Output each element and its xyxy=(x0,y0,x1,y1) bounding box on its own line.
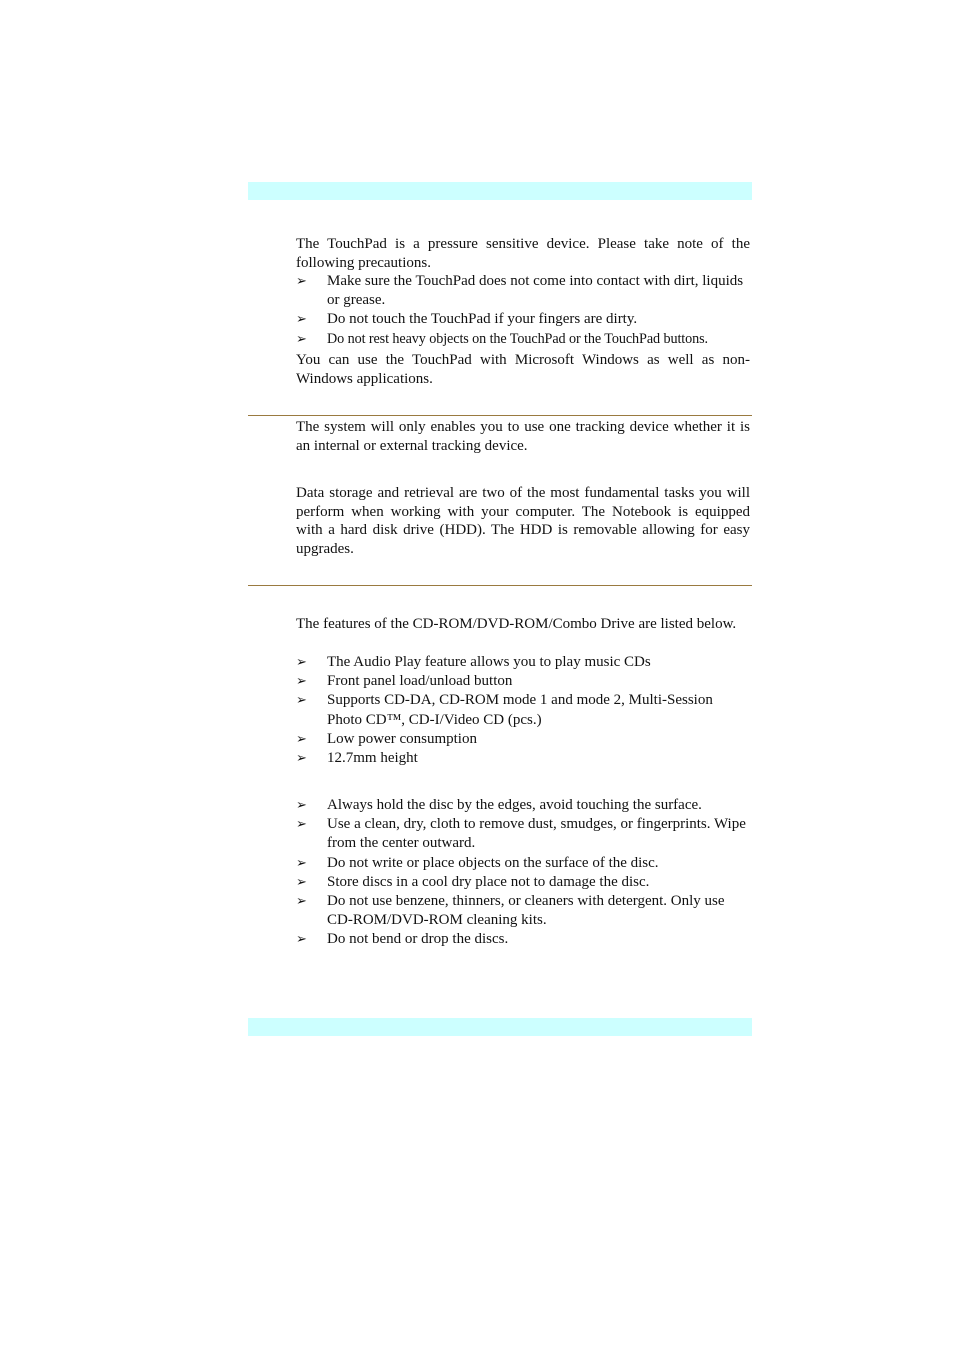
arrow-bullet-icon: ➢ xyxy=(296,894,307,910)
touchpad-intro: The TouchPad is a pressure sensitive device. Please take note of the following precautions. xyxy=(296,236,750,271)
arrow-bullet-icon: ➢ xyxy=(296,674,307,690)
touchpad-usage: You can use the TouchPad with Microsoft Windows as well as non-Windows applications. xyxy=(296,352,750,387)
arrow-bullet-icon: ➢ xyxy=(296,798,307,813)
list-item: ➢ Front panel load/unload button xyxy=(296,672,750,691)
storage-paragraph: Data storage and retrieval are two of the most fundamental tasks you will perform when working with your computer. The Notebook is equipped with a hard disk drive (HDD). The HDD is removable allowing for easy upgrades. xyxy=(296,485,750,557)
tracking-device-note: The system will only enables you to use one tracking device whether it is an internal or external tracking device. xyxy=(296,419,750,454)
header-band xyxy=(248,182,752,200)
list-item: ➢ Supports CD-DA, CD-ROM mode 1 and mode 2, Multi-Session Photo CD™, CD-I/Video CD (pcs.) xyxy=(296,692,713,728)
arrow-bullet-icon: ➢ xyxy=(296,817,307,833)
arrow-bullet-icon: ➢ xyxy=(296,655,307,670)
list-item: ➢ The Audio Play feature allows you to play music CDs xyxy=(296,653,750,672)
section-divider xyxy=(248,585,752,586)
list-item: ➢ 12.7mm height xyxy=(296,749,750,768)
arrow-bullet-icon: ➢ xyxy=(296,855,307,871)
footer-band xyxy=(248,1018,752,1036)
list-item: ➢ Do not touch the TouchPad if your fingers are dirty. xyxy=(296,310,750,329)
list-item: ➢ Do not rest heavy objects on the TouchPad or the TouchPad buttons. xyxy=(296,330,750,349)
arrow-bullet-icon: ➢ xyxy=(296,274,307,289)
disc-care-list xyxy=(296,796,750,950)
list-item: ➢ Use a clean, dry, cloth to remove dust, smudges, or fingerprints. Wipe from the center outward. xyxy=(296,816,746,852)
list-item: ➢ Low power consumption xyxy=(296,730,750,749)
arrow-bullet-icon: ➢ xyxy=(296,693,307,709)
arrow-bullet-icon: ➢ xyxy=(296,874,307,890)
arrow-bullet-icon: ➢ xyxy=(296,331,307,347)
list-item: ➢ Do not use benzene, thinners, or cleaners with detergent. Only use CD-ROM/DVD-ROM cleaning kits. xyxy=(296,893,725,929)
cdrom-features-list xyxy=(296,653,750,768)
list-item: ➢ Make sure the TouchPad does not come into contact with dirt, liquids or grease. xyxy=(296,273,744,309)
list-item: ➢ Store discs in a cool dry place not to damage the disc. xyxy=(296,873,750,892)
arrow-bullet-icon: ➢ xyxy=(296,932,307,948)
arrow-bullet-icon: ➢ xyxy=(296,731,307,747)
list-item: ➢ Always hold the disc by the edges, avoid touching the surface. xyxy=(296,796,750,815)
cdrom-intro: The features of the CD-ROM/DVD-ROM/Combo Drive are listed below. xyxy=(296,616,737,632)
touchpad-precautions-list xyxy=(296,272,750,349)
list-item: ➢ Do not bend or drop the discs. xyxy=(296,930,750,949)
arrow-bullet-icon: ➢ xyxy=(296,312,307,328)
section-divider xyxy=(248,415,752,416)
list-item: ➢ Do not write or place objects on the surface of the disc. xyxy=(296,854,750,873)
arrow-bullet-icon: ➢ xyxy=(296,751,307,767)
